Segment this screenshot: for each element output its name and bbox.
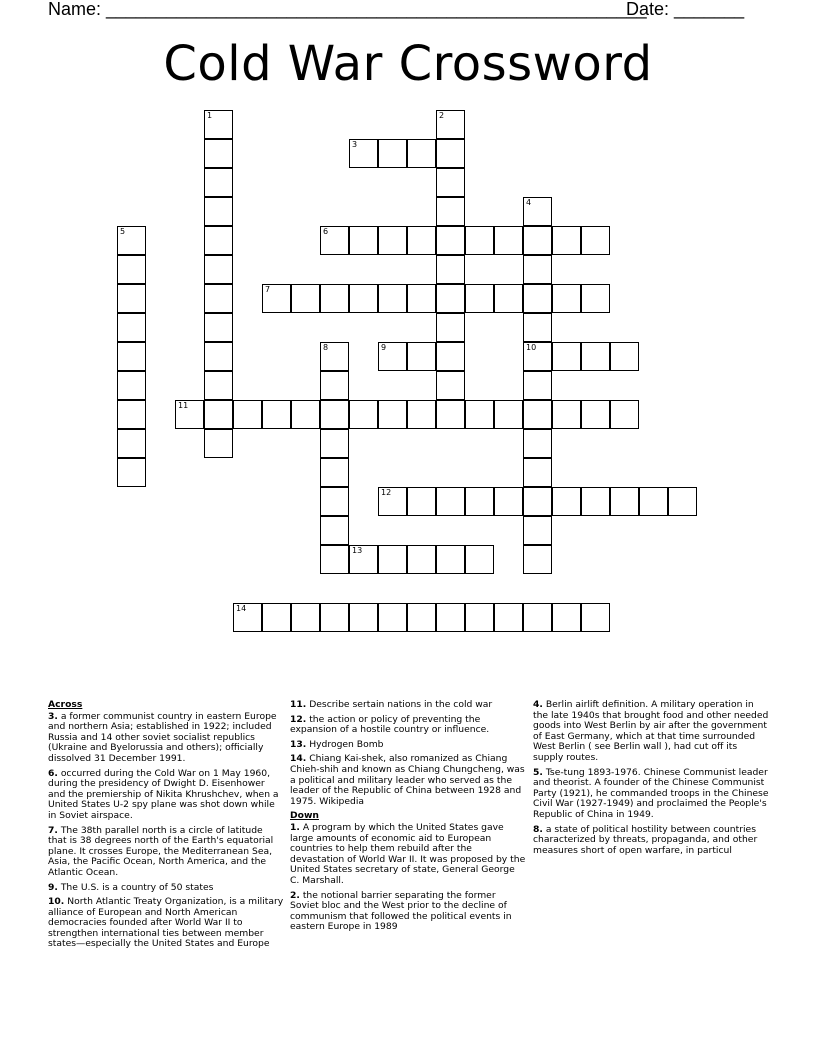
grid-cell[interactable] xyxy=(204,110,233,139)
grid-cell[interactable] xyxy=(117,371,146,400)
grid-cell[interactable] xyxy=(320,545,349,574)
grid-cell[interactable] xyxy=(436,400,465,429)
across-heading: Across xyxy=(48,699,83,710)
clues-column-3 xyxy=(533,700,769,860)
grid-cell[interactable] xyxy=(378,487,407,516)
grid-cell[interactable] xyxy=(465,284,494,313)
grid-cell[interactable] xyxy=(523,545,552,574)
grid-cell[interactable] xyxy=(552,400,581,429)
clue-down-4: 4. Berlin airlift definition. A military operation in the late 1940s that brought food and other needed goods into West Berlin by air after the government of East Germany, which at that time surrounded West Berlin ( see Berlin wall ), had cut off its supply routes. xyxy=(533,699,769,763)
clue-number: 4 xyxy=(526,198,532,207)
grid-cell[interactable] xyxy=(117,226,146,255)
grid-cell[interactable] xyxy=(204,226,233,255)
grid-cell[interactable] xyxy=(552,342,581,371)
grid-cell[interactable] xyxy=(581,284,610,313)
grid-cell[interactable] xyxy=(436,545,465,574)
grid-cell[interactable] xyxy=(494,400,523,429)
grid-cell[interactable] xyxy=(436,371,465,400)
clue-number: 14 xyxy=(236,604,247,613)
grid-cell[interactable] xyxy=(523,458,552,487)
grid-cell[interactable] xyxy=(204,342,233,371)
grid-cell[interactable] xyxy=(175,400,204,429)
grid-cell[interactable] xyxy=(407,226,436,255)
grid-cell[interactable] xyxy=(117,400,146,429)
down-heading: Down xyxy=(290,810,319,822)
grid-cell[interactable] xyxy=(320,226,349,255)
clue-number: 2 xyxy=(439,111,445,120)
clue-down-2: 2. the notional barrier separating the former Soviet bloc and the West prior to the decline of communism that followed the political events in eastern Europe in 1989 xyxy=(290,889,512,933)
grid-cell[interactable] xyxy=(204,284,233,313)
grid-cell[interactable] xyxy=(233,603,262,632)
clue-number: 13 xyxy=(352,546,363,555)
grid-cell[interactable] xyxy=(320,487,349,516)
grid-cell[interactable] xyxy=(117,429,146,458)
grid-cell[interactable] xyxy=(320,429,349,458)
grid-cell[interactable] xyxy=(494,284,523,313)
grid-cell[interactable] xyxy=(552,603,581,632)
grid-cell[interactable] xyxy=(494,487,523,516)
grid-cell[interactable] xyxy=(117,458,146,487)
grid-cell[interactable] xyxy=(581,342,610,371)
grid-cell[interactable] xyxy=(320,603,349,632)
grid-cell[interactable] xyxy=(378,603,407,632)
clue-down-5: 5. Tse-tung 1893-1976. Chinese Communist leader and theorist. A founder of the Chinese Communist Party (1921), he commanded troops in the Chinese Civil War (1927-1949) and proclaimed the People's Republic of China in 1949. xyxy=(533,766,769,820)
clue-across-13: 13. Hydrogen Bomb xyxy=(290,738,384,750)
clues-column-2 xyxy=(290,700,526,937)
grid-cell[interactable] xyxy=(378,226,407,255)
grid-cell[interactable] xyxy=(494,603,523,632)
grid-cell[interactable] xyxy=(204,371,233,400)
grid-cell[interactable] xyxy=(204,197,233,226)
name-field[interactable]: Name: ______________________________________________________ xyxy=(48,0,647,19)
grid-cell[interactable] xyxy=(378,342,407,371)
grid-cell[interactable] xyxy=(436,487,465,516)
grid-cell[interactable] xyxy=(523,429,552,458)
grid-cell[interactable] xyxy=(523,255,552,284)
grid-cell[interactable] xyxy=(436,197,465,226)
grid-cell[interactable] xyxy=(320,371,349,400)
page-title: Cold War Crossword xyxy=(163,36,653,92)
grid-cell[interactable] xyxy=(204,400,233,429)
grid-cell[interactable] xyxy=(320,400,349,429)
grid-cell[interactable] xyxy=(117,255,146,284)
grid-cell[interactable] xyxy=(349,226,378,255)
grid-cell[interactable] xyxy=(610,487,639,516)
clue-down-1: 1. A program by which the United States gave large amounts of economic aid to European countries to help them rebuild after the devastation of World War II. It was proposed by the United States secretary of state, General George C. Marshall. xyxy=(290,821,526,886)
grid-cell[interactable] xyxy=(407,400,436,429)
grid-cell[interactable] xyxy=(117,284,146,313)
grid-cell[interactable] xyxy=(320,516,349,545)
grid-cell[interactable] xyxy=(233,400,262,429)
grid-cell[interactable] xyxy=(349,400,378,429)
grid-cell[interactable] xyxy=(407,603,436,632)
clue-down-8: 8. a state of political hostility between countries characterized by threats, propaganda, and other measures short of open warfare, in particul xyxy=(533,823,758,856)
grid-cell[interactable] xyxy=(349,139,378,168)
grid-cell[interactable] xyxy=(465,545,494,574)
grid-cell[interactable] xyxy=(552,226,581,255)
grid-cell[interactable] xyxy=(465,226,494,255)
grid-cell[interactable] xyxy=(262,400,291,429)
clue-number: 7 xyxy=(265,285,271,294)
grid-cell[interactable] xyxy=(204,168,233,197)
grid-cell[interactable] xyxy=(436,603,465,632)
grid-cell[interactable] xyxy=(407,139,436,168)
clue-number: 12 xyxy=(381,488,392,497)
clue-number: 11 xyxy=(178,401,189,410)
grid-cell[interactable] xyxy=(378,545,407,574)
grid-cell[interactable] xyxy=(378,400,407,429)
grid-cell[interactable] xyxy=(204,255,233,284)
clue-number: 5 xyxy=(120,227,126,236)
grid-cell[interactable] xyxy=(436,255,465,284)
grid-cell[interactable] xyxy=(291,284,320,313)
grid-cell[interactable] xyxy=(581,603,610,632)
clue-number: 1 xyxy=(207,111,213,120)
grid-cell[interactable] xyxy=(117,342,146,371)
grid-cell[interactable] xyxy=(117,313,146,342)
grid-cell[interactable] xyxy=(349,545,378,574)
clue-across-11: 11. Describe sertain nations in the cold war xyxy=(290,699,493,710)
grid-cell[interactable] xyxy=(668,487,697,516)
grid-cell[interactable] xyxy=(349,284,378,313)
grid-cell[interactable] xyxy=(204,429,233,458)
clue-across-6: 6. occurred during the Cold War on 1 May 1960, during the presidency of Dwight D. Eisenhower and the premiership of Nikita Khrushchev, when a United States U-2 spy plane was shot down while in Soviet airspace. xyxy=(48,767,279,821)
grid-cell[interactable] xyxy=(581,226,610,255)
grid-cell[interactable] xyxy=(523,400,552,429)
grid-cell[interactable] xyxy=(378,284,407,313)
grid-cell[interactable] xyxy=(407,545,436,574)
grid-cell[interactable] xyxy=(320,284,349,313)
grid-cell[interactable] xyxy=(262,284,291,313)
clues-column-1 xyxy=(48,700,284,954)
grid-cell[interactable] xyxy=(494,226,523,255)
grid-cell[interactable] xyxy=(291,603,320,632)
clue-across-9: 9. The U.S. is a country of 50 states xyxy=(48,881,214,893)
clue-across-10: 10. North Atlantic Treaty Organization, is a military alliance of European and North American democracies founded after World War II to strengthen international ties between member states—especially the United States and Europe xyxy=(48,896,284,950)
grid-cell[interactable] xyxy=(262,603,291,632)
grid-cell[interactable] xyxy=(407,284,436,313)
grid-cell[interactable] xyxy=(465,603,494,632)
grid-cell[interactable] xyxy=(552,284,581,313)
grid-cell[interactable] xyxy=(581,400,610,429)
clue-number: 6 xyxy=(323,227,329,236)
clue-number: 3 xyxy=(352,140,358,149)
grid-cell[interactable] xyxy=(204,313,233,342)
grid-cell[interactable] xyxy=(378,139,407,168)
clue-across-3: 3. a former communist country in eastern Europe and northern Asia; established in 1922; included Russia and 14 other soviet socialist republics (Ukraine and Byelorussia and others); officially dissolved 31 December 1991. xyxy=(48,710,277,764)
clue-across-12: 12. the action or policy of preventing the expansion of a hostile country or influence. xyxy=(290,713,490,736)
grid-cell[interactable] xyxy=(523,226,552,255)
grid-cell[interactable] xyxy=(407,487,436,516)
grid-cell[interactable] xyxy=(436,168,465,197)
grid-cell[interactable] xyxy=(436,313,465,342)
grid-cell[interactable] xyxy=(610,342,639,371)
grid-cell[interactable] xyxy=(523,516,552,545)
grid-cell[interactable] xyxy=(436,284,465,313)
grid-cell[interactable] xyxy=(436,139,465,168)
grid-cell[interactable] xyxy=(523,342,552,371)
grid-cell[interactable] xyxy=(523,603,552,632)
date-field[interactable]: Date: _______ xyxy=(626,0,745,19)
grid-cell[interactable] xyxy=(436,342,465,371)
grid-cell[interactable] xyxy=(523,313,552,342)
clue-number: 10 xyxy=(526,343,537,352)
grid-cell[interactable] xyxy=(523,284,552,313)
grid-cell[interactable] xyxy=(349,603,378,632)
grid-cell[interactable] xyxy=(523,197,552,226)
grid-cell[interactable] xyxy=(639,487,668,516)
grid-cell[interactable] xyxy=(320,458,349,487)
grid-cell[interactable] xyxy=(320,342,349,371)
grid-cell[interactable] xyxy=(465,487,494,516)
grid-cell[interactable] xyxy=(610,400,639,429)
grid-cell[interactable] xyxy=(204,139,233,168)
grid-cell[interactable] xyxy=(436,226,465,255)
grid-cell[interactable] xyxy=(523,371,552,400)
clue-across-7: 7. The 38th parallel north is a circle of latitude that is 38 degrees north of the Earth's equatorial plane. It crosses Europe, the Mediterranean Sea, Asia, the Pacific Ocean, North America, and the Atlantic Ocean. xyxy=(48,824,274,878)
clue-number: 8 xyxy=(323,343,329,352)
grid-cell[interactable] xyxy=(552,487,581,516)
clue-across-14: 14. Chiang Kai-shek, also romanized as Chiang Chieh-shih and known as Chiang Chungcheng, was a political and military leader who served as the leader of the Republic of China between 1928 and 1975. Wikipedia xyxy=(290,753,525,807)
grid-cell[interactable] xyxy=(581,487,610,516)
grid-cell[interactable] xyxy=(291,400,320,429)
grid-cell[interactable] xyxy=(407,342,436,371)
grid-cell[interactable] xyxy=(523,487,552,516)
clue-number: 9 xyxy=(381,343,387,352)
grid-cell[interactable] xyxy=(436,110,465,139)
grid-cell[interactable] xyxy=(465,400,494,429)
